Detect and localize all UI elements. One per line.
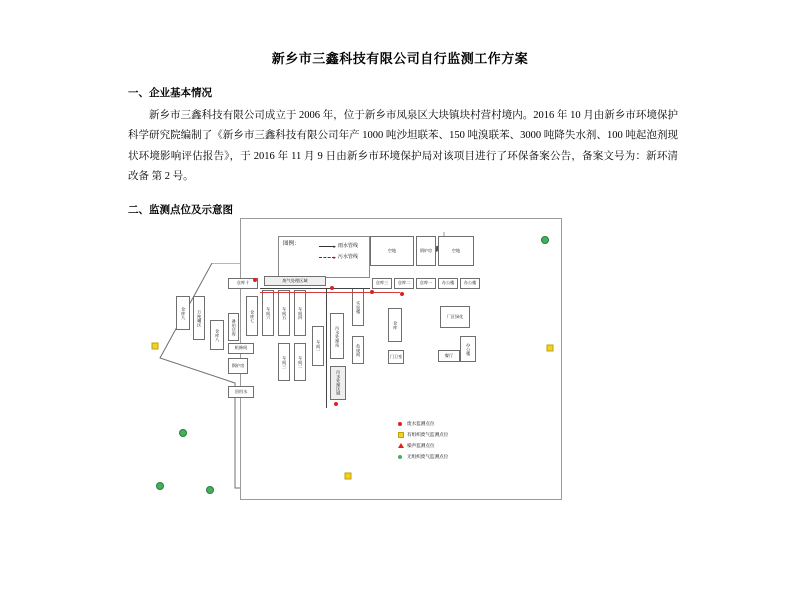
pipe-line — [260, 292, 400, 293]
marker-legend-item-unorganized-gas — [398, 451, 448, 462]
room-block: 仓库一 — [416, 278, 436, 289]
room-block: 机修间 — [228, 343, 254, 354]
room-block: 废气处理区域 — [264, 276, 326, 286]
room-block: 办公楼 — [438, 278, 458, 289]
legend-item-rain-pipe — [319, 241, 358, 252]
room-block: 门卫室 — [388, 350, 404, 364]
section-heading-2: 二、监测点位及示意图 — [128, 204, 233, 216]
marker-legend-item-wastewater — [398, 418, 448, 429]
legend-item-sewage-pipe — [319, 252, 358, 263]
room-block: 车间四 — [294, 290, 306, 336]
room-block: 车间六 — [262, 290, 274, 336]
site-layout-diagram — [140, 218, 560, 498]
room-block: 车间三 — [278, 343, 290, 381]
marker-legend-item-noise — [398, 440, 448, 451]
room-block: 污水处理站 — [330, 313, 344, 359]
yellow-square-icon — [398, 432, 407, 438]
monitoring-marker-wastewater[interactable] — [253, 278, 257, 282]
room-block: 回用水 — [228, 386, 254, 398]
section-heading-1: 一、企业基本情况 — [128, 88, 212, 99]
room-block: 仓库八 — [210, 320, 224, 350]
marker-legend-label: 有组织废气监测点位 — [407, 431, 449, 437]
marker-legend-label: 噪声监测点位 — [407, 442, 435, 448]
legend-item-label: 污水管线 — [338, 254, 359, 260]
monitoring-marker-unorganized-gas[interactable] — [541, 236, 549, 244]
marker-legend-item-organized-gas — [398, 429, 448, 440]
monitoring-marker-wastewater[interactable] — [330, 286, 334, 290]
room-block: 万吨罐区 — [193, 296, 205, 340]
room-block: 办公楼 — [460, 278, 480, 289]
red-triangle-icon — [398, 443, 407, 448]
room-block: 空地 — [370, 236, 414, 266]
monitoring-marker-wastewater[interactable] — [370, 290, 374, 294]
solid-line-icon: ▸ — [319, 246, 335, 247]
room-block: 车间二 — [294, 343, 306, 381]
marker-legend — [398, 418, 448, 462]
room-block: 办公楼 — [460, 336, 476, 362]
room-block: 仓库二 — [394, 278, 414, 289]
room-block: 仓库七 — [246, 296, 258, 336]
section-1-paragraph: 新乡市三鑫科技有限公司成立于 2006 年，位于新乡市凤泉区大块镇块村营村境内。2016 年 10 月由新乡市环境保护科学研究院编制了《新乡市三鑫科技有限公司年产 1000 吨沙坦联苯、150 吨溴联苯、3000 吨降失水剂、100 吨起泡剂现状环境影响评估报告》，于 2016 年 11 月 9 日由新乡市环境保护局对该项目进行了环保备案公告，备案文号为：新环清改备 第 2 号。 — [128, 110, 678, 183]
room-block: 仓库九 — [176, 296, 190, 330]
room-block: 空地 — [438, 236, 474, 266]
room-block: 实验楼 — [352, 288, 364, 326]
monitoring-marker-unorganized-gas[interactable] — [156, 482, 164, 490]
room-block: 仓库十 — [228, 278, 258, 289]
monitoring-marker-organized-gas[interactable] — [547, 345, 554, 352]
red-dot-icon — [398, 422, 407, 426]
room-block: 仓库三 — [372, 278, 392, 289]
room-block: 危废间 — [352, 336, 364, 364]
monitoring-marker-wastewater[interactable] — [334, 402, 338, 406]
dashed-line-icon: ▸ — [319, 257, 335, 258]
monitoring-marker-unorganized-gas[interactable] — [206, 486, 214, 494]
monitoring-marker-wastewater[interactable] — [400, 292, 404, 296]
room-block: 备用仓库 — [228, 313, 239, 341]
room-block: 厂区绿化 — [440, 306, 470, 328]
room-block: 车间五 — [278, 290, 290, 336]
legend-title: 图例： — [283, 241, 300, 247]
page-title: 新乡市三鑫科技有限公司自行监测工作方案 — [271, 51, 529, 66]
monitoring-marker-unorganized-gas[interactable] — [179, 429, 187, 437]
room-block: 车间一 — [312, 326, 324, 366]
marker-legend-label: 无组织废气监测点位 — [407, 453, 449, 459]
legend-item-label: 雨水管线 — [338, 243, 359, 249]
green-circle-icon — [398, 455, 407, 459]
room-block: 仓库 — [388, 308, 402, 342]
map-legend — [278, 236, 370, 278]
room-block: 锅炉房 — [416, 236, 436, 266]
marker-legend-label: 废水监测点位 — [407, 420, 435, 426]
pipe-line — [260, 288, 370, 289]
room-block: 污水处理区域 — [330, 366, 346, 400]
pipe-line — [326, 288, 327, 408]
monitoring-marker-organized-gas[interactable] — [345, 473, 352, 480]
room-block: 餐厅 — [438, 350, 460, 362]
monitoring-marker-organized-gas[interactable] — [152, 343, 159, 350]
room-block: 锅炉房 — [228, 358, 248, 374]
